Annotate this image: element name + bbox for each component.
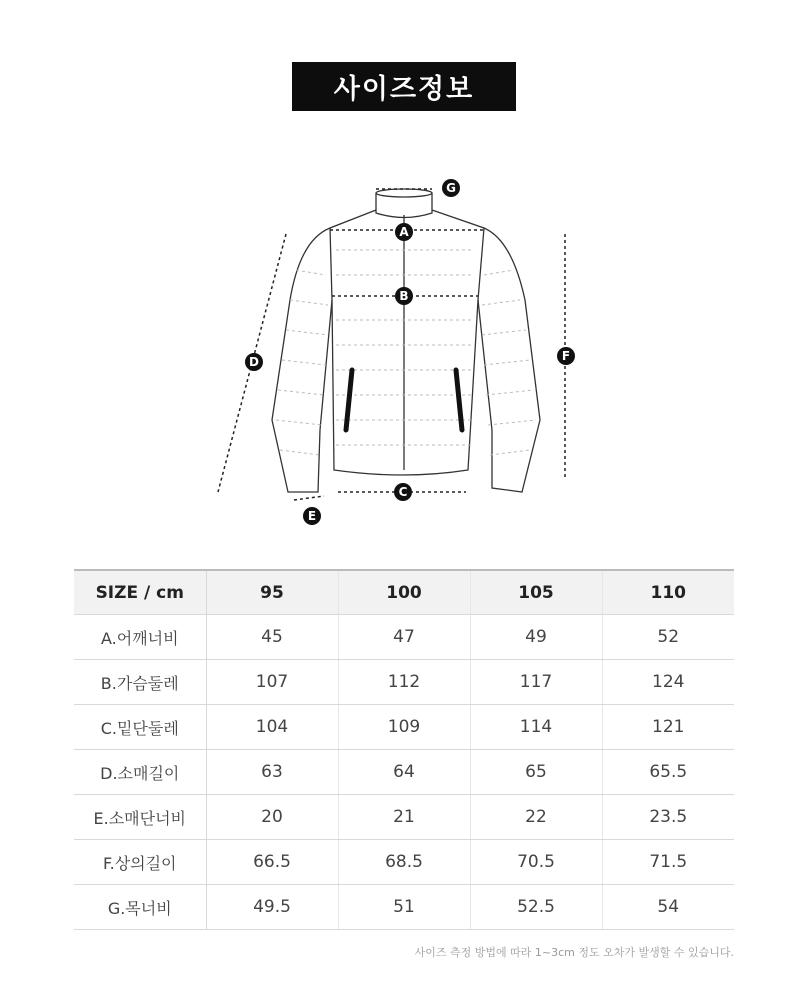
table-header-cell: 105 xyxy=(470,570,602,615)
table-cell: 22 xyxy=(470,795,602,840)
table-cell: 114 xyxy=(470,705,602,750)
table-cell: 45 xyxy=(206,615,338,660)
label-d xyxy=(245,353,263,371)
label-b xyxy=(395,287,413,305)
table-row xyxy=(74,840,734,885)
svg-text:E: E xyxy=(307,509,317,523)
table-cell: 107 xyxy=(206,660,338,705)
table-cell: 66.5 xyxy=(206,840,338,885)
table-cell: 68.5 xyxy=(338,840,470,885)
label-c xyxy=(394,483,412,501)
row-label: F.상의길이 xyxy=(74,840,206,885)
row-label: G.목너비 xyxy=(74,885,206,930)
table-cell: 23.5 xyxy=(602,795,734,840)
svg-text:G: G xyxy=(446,181,456,195)
table-cell: 63 xyxy=(206,750,338,795)
table-row xyxy=(74,750,734,795)
table-cell: 20 xyxy=(206,795,338,840)
label-f xyxy=(557,347,575,365)
table-header-cell: 100 xyxy=(338,570,470,615)
label-g xyxy=(442,179,460,197)
label-a xyxy=(395,223,413,241)
size-table xyxy=(74,569,734,930)
table-cell: 54 xyxy=(602,885,734,930)
label-e xyxy=(303,507,321,525)
table-row xyxy=(74,615,734,660)
table-cell: 49.5 xyxy=(206,885,338,930)
row-label: A.어깨너비 xyxy=(74,615,206,660)
table-cell: 71.5 xyxy=(602,840,734,885)
jacket-measurement-diagram xyxy=(0,150,808,550)
row-label: E.소매단너비 xyxy=(74,795,206,840)
svg-text:C: C xyxy=(398,485,408,499)
table-header-cell: 95 xyxy=(206,570,338,615)
table-cell: 21 xyxy=(338,795,470,840)
svg-text:D: D xyxy=(249,355,259,369)
table-cell: 49 xyxy=(470,615,602,660)
table-cell: 51 xyxy=(338,885,470,930)
table-cell: 47 xyxy=(338,615,470,660)
table-cell: 52.5 xyxy=(470,885,602,930)
table-row xyxy=(74,795,734,840)
row-label: D.소매길이 xyxy=(74,750,206,795)
measurement-note: 사이즈 측정 방법에 따라 1~3cm 정도 오차가 발생할 수 있습니다. xyxy=(414,946,734,959)
table-cell: 64 xyxy=(338,750,470,795)
table-cell: 109 xyxy=(338,705,470,750)
table-row xyxy=(74,885,734,930)
table-row xyxy=(74,705,734,750)
row-label: C.밑단둘레 xyxy=(74,705,206,750)
table-cell: 121 xyxy=(602,705,734,750)
table-cell: 65.5 xyxy=(602,750,734,795)
table-cell: 117 xyxy=(470,660,602,705)
table-row xyxy=(74,660,734,705)
table-header-row xyxy=(74,570,734,615)
quilting-lines xyxy=(276,250,536,455)
svg-text:B: B xyxy=(399,289,409,303)
page-title: 사이즈정보 xyxy=(292,62,516,111)
measurement-labels xyxy=(245,179,575,525)
table-cell: 112 xyxy=(338,660,470,705)
row-label: B.가슴둘레 xyxy=(74,660,206,705)
table-cell: 52 xyxy=(602,615,734,660)
svg-text:A: A xyxy=(399,225,409,239)
table-cell: 70.5 xyxy=(470,840,602,885)
table-header-cell: SIZE / cm xyxy=(74,570,206,615)
table-cell: 104 xyxy=(206,705,338,750)
table-cell: 65 xyxy=(470,750,602,795)
table-cell: 124 xyxy=(602,660,734,705)
svg-text:F: F xyxy=(561,349,571,363)
table-header-cell: 110 xyxy=(602,570,734,615)
